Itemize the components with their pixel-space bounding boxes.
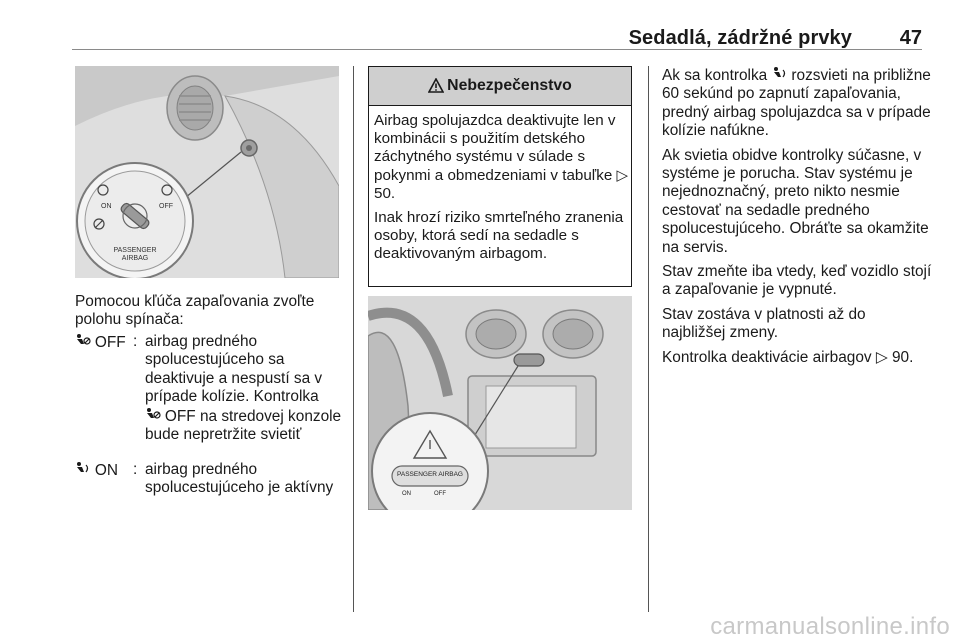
right-paragraph-3: Stav zmeňte iba vtedy, keď vozidlo stojí a zapaľovanie je vypnuté. (662, 263, 932, 299)
switch-off-label: OFF (159, 203, 173, 210)
right-paragraph-5: Kontrolka deaktivácie airbagov ▷ 90. (662, 348, 914, 366)
p1-post-text: rozsvieti na približne 60 sekúnd po zapnutí zapaľovania, predný airbag spolujazdca sa v prípade kolízie nafúkne. (662, 67, 931, 140)
watermark: carmanualsonline.info (710, 613, 950, 640)
right-column (662, 66, 932, 373)
def-colon: : (133, 333, 138, 350)
indicator-off-label: OFF (434, 491, 446, 497)
def-desc-off-cont: OFF na stredovej konzole bude nepretržite svietiť (145, 407, 342, 444)
switch-label-line1: PASSENGER (113, 247, 157, 254)
dashboard-indicator-illustration (368, 296, 632, 510)
right-paragraph-1 (662, 66, 932, 141)
warning-title: Nebezpečenstvo (447, 77, 572, 94)
airbag-off-icon (145, 408, 165, 424)
page-number: 47 (899, 27, 922, 49)
warning-header (369, 67, 631, 106)
airbag-on-icon (772, 67, 792, 83)
def-colon: : (133, 461, 138, 478)
airbag-on-icon (75, 462, 95, 478)
page-title: Sedadlá, zádržné prvky (628, 27, 852, 49)
warning-paragraph: Inak hrozí riziko smrteľného zranenia osoby, ktorá sedí na sedadle s deaktivovaným airbagom. (374, 209, 624, 263)
def-term-off (75, 333, 126, 352)
warning-body (369, 106, 631, 264)
def-term-on (75, 461, 118, 480)
warning-paragraph: Airbag spolujazdca deaktivujte len v kombinácii s použitím detského záchytného systému v súlade s pokynmi a obmedzeniami v tabuľke ▷ 50. (374, 112, 629, 202)
indicator-title-label: PASSENGER AIRBAG (397, 471, 463, 478)
right-paragraph-2: Ak svietia obidve kontrolky súčasne, v systéme je porucha. Stav systému je nejednoznačný, preto nikto nesmie cestovať na sedadle predného spolucestujúceho. Obráťte sa okamžite na servis. (662, 146, 929, 256)
indicator-on-label: ON (402, 491, 411, 497)
def-desc-off-text: airbag predného spolucestujúceho sa deaktivuje a nespustí sa v prípade kolízie. Kontrolka (145, 333, 323, 406)
p1-pre-text: Ak sa kontrolka (662, 67, 768, 84)
def-desc-off (145, 333, 345, 444)
def-term-off-text: OFF (94, 334, 126, 351)
page-header (0, 0, 960, 52)
intro-text: Pomocou kľúča zapaľovania zvoľte polohu spínača: (75, 293, 315, 329)
key-switch-illustration (75, 66, 339, 278)
column-divider (353, 66, 354, 612)
switch-label-line2: AIRBAG (121, 255, 149, 262)
key-switch-drawing (75, 66, 339, 278)
def-desc-on: airbag predného spolucestujúceho je aktívny (145, 461, 334, 497)
warning-triangle-icon (428, 78, 444, 94)
dashboard-drawing (368, 296, 632, 510)
column-divider (648, 66, 649, 612)
def-term-on-text: ON (94, 462, 118, 479)
switch-on-label: ON (101, 203, 112, 210)
warning-box (368, 66, 632, 287)
header-rule (72, 49, 922, 50)
right-paragraph-4: Stav zostáva v platnosti až do najbližšej zmeny. (662, 305, 866, 342)
airbag-off-icon (75, 334, 95, 350)
